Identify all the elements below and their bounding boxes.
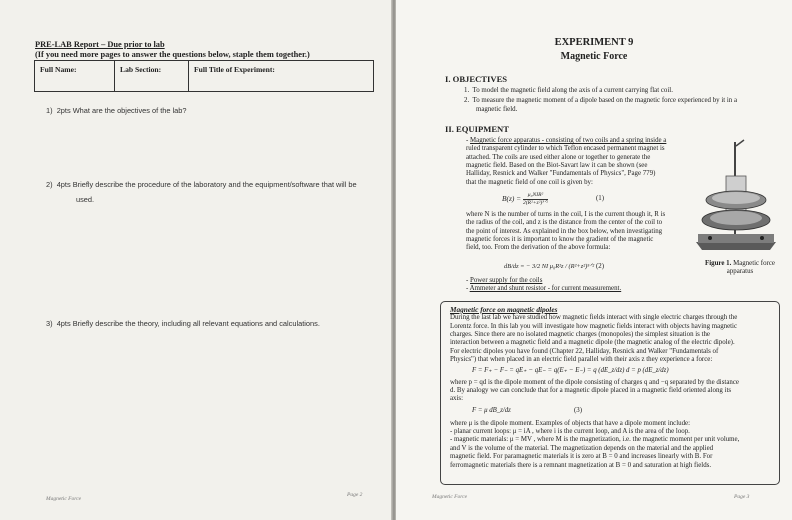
equip-line-2: ruled transparent cylinder to which Teflon encased permanent magnet is [466,145,665,153]
question-text: 4pts Briefly describe the theory, including all relevant equations and calculations. [56,319,320,328]
figure-caption: Figure 1. Magnetic force apparatus [705,260,775,275]
experiment-number: EXPERIMENT 9 [554,37,634,48]
box-line: During the last lab we have studied how magnetic fields interact with single electric charges through the [450,314,738,322]
eq2-lhs: dB/dz = − [504,263,531,270]
box-line: ferromagnetic materials there is a remnant magnetization at B = 0 and saturation at high fields. [450,461,712,469]
apparatus-illustration [690,138,782,256]
box-line: and V is the volume of the material. The magnetization depends on the material and the applied [450,444,714,452]
eq3-label: (3) [574,406,583,414]
prelab-note: (If you need more pages to answer the questions below, staple them together.) [35,50,310,59]
equation-explanation [466,211,688,253]
box-line: charges. Since there are no isolated magnetic charges (monopoles) the simplest situation is the [450,331,710,339]
lab-section-label: Lab Section: [120,65,162,74]
question-3 [46,319,320,329]
box-line: where μ is the dipole moment. Examples of objects that have a dipole moment include: [450,419,691,427]
where-line: magnetic forces it is important to know the gradient of the magnetic [466,236,654,244]
equipment-paragraph [466,137,688,187]
box-line: - magnetic materials: μ = MV , where M is the magnetization, i.e. the magnetic moment per unit volume, [450,436,740,444]
box-line: For electric dipoles you have found (Chapter 22, Halliday, Resnick and Walker "Fundamentals of [450,347,719,355]
where-line: field, too. From the derivation of the above formula: [466,244,611,252]
footer-left: Magnetic Force [46,496,82,502]
box-line: Lorentz force. In this lab you will investigate how magnetic fields interact with objects having magnetic [450,322,738,330]
where-line: where N is the number of turns in the coil, I is the current though it, R is [466,211,666,218]
objective-item [464,97,784,105]
magnetic-force-apparatus-figure [690,138,782,256]
equip-line-5: Halliday, Resnick and Walker "Fundamentals of Physics", Page 779) [466,170,656,178]
dipole-info-box [440,301,780,485]
eq2-fraction: μ₀R²z / (R²+z²)⁵ᐟ² [549,263,595,270]
objective-number: 2. [464,97,470,105]
objectives-heading: I. OBJECTIVES [445,74,508,84]
objective-number: 1. [464,87,470,94]
equation-2 [504,262,594,270]
student-info-table [34,60,374,92]
left-page [0,0,393,520]
eq1-lhs: B(z) = [502,194,522,204]
question-text-cont: used. [76,194,95,204]
box-line: interaction between a magnetic field and a magnetic dipole (the magnetic analog of the electric dipole). [450,339,735,347]
equip-line-6: that the magnetic field of one coil is given by: [466,178,593,186]
question-text: 4pts Briefly describe the procedure of the laboratory and the equipment/software that will be [56,180,357,189]
equation-3 [450,407,772,417]
where-line: the point of interest. As explained in the box below, when investigating [466,227,663,235]
eq3-text: F = μ dB_z/dz [472,406,511,414]
box-line: axis: [450,395,464,403]
question-number: 1) [46,106,53,115]
equipment-heading: II. EQUIPMENT [445,124,509,134]
experiment-subtitle: Magnetic Force [560,51,628,62]
eq2-label: (2) [596,263,605,270]
equip-line-1: - Magnetic force apparatus - consisting of two coils and a spring inside a [466,137,667,144]
eq2-mid: 3/2 NI [532,263,549,270]
box-title: Magnetic force on magnetic dipoles [450,305,558,314]
question-text: 2pts What are the objectives of the lab? [56,106,187,115]
bullet-ammeter: - Ammeter and shunt resistor - for current measurement. [466,285,622,293]
eq1-numerator: μ₀NIR² [523,192,548,200]
page-number: Page 3 [734,494,750,500]
box-line: d. By analogy we can conclude that for a magnetic dipole placed in a magnetic field oriented along its [450,387,732,395]
objective-text-cont: magnetic field. [476,105,518,113]
lab-section-cell[interactable] [115,61,189,91]
experiment-title-label: Full Title of Experiment: [194,65,275,74]
question-number: 2) [46,180,53,189]
objective-text: To measure the magnetic moment of a dipole based on the magnetic force experienced by it in a [472,97,738,105]
question-number: 3) [46,319,53,328]
objective-text: To model the magnetic field along the axis of a current carrying flat coil. [472,87,673,94]
question-1 [46,106,187,116]
where-line: the radius of the coil, and z is the distance from the center of the coil to [466,219,663,227]
box-line: Physics") that when placed in an electric field parallel with their axis z they experience a force: [450,356,713,364]
eq1-label: (1) [596,195,605,202]
force-equation: F = F₊ − F₋ = qE₊ − qE₋ = q(E₊ − E₋) = q (dE_z/dz) d = p (dE_z/dz) [472,367,669,375]
footer-left: Magnetic Force [432,494,468,500]
page-number: Page 2 [347,492,363,498]
box-line: - planar current loops: μ = iA , where i is the current loop, and A is the area of the loop. [450,428,690,436]
question-2 [46,180,366,204]
box-line: where p = qd is the dipole moment of the dipole consisting of charges q and −q separated by the distance [450,378,739,386]
full-name-label: Full Name: [40,65,77,74]
prelab-title: PRE-LAB Report – Due prior to lab [35,40,165,49]
box-content [450,306,772,470]
equation-1 [502,192,548,207]
equipment-bullets [466,277,621,294]
objective-item [464,87,784,95]
equip-line-4: magnetic field. Based on the Biot-Savart law it can be shown (see [466,162,648,170]
box-line: magnetic field. For paramagnetic materials it is zero at B = 0 and increases linearly with B. For [450,453,713,461]
eq1-denominator: 2(R²+z²)³ᐟ² [523,200,548,206]
objectives-list [464,87,784,114]
experiment-title-cell[interactable] [189,61,373,91]
right-page [396,0,792,520]
equip-line-3: attached. The coils are used either alone or together to generate the [466,153,651,161]
prelab-heading [35,40,310,60]
bullet-power-supply: - Power supply for the coils [466,277,543,284]
full-name-cell[interactable] [35,61,115,91]
